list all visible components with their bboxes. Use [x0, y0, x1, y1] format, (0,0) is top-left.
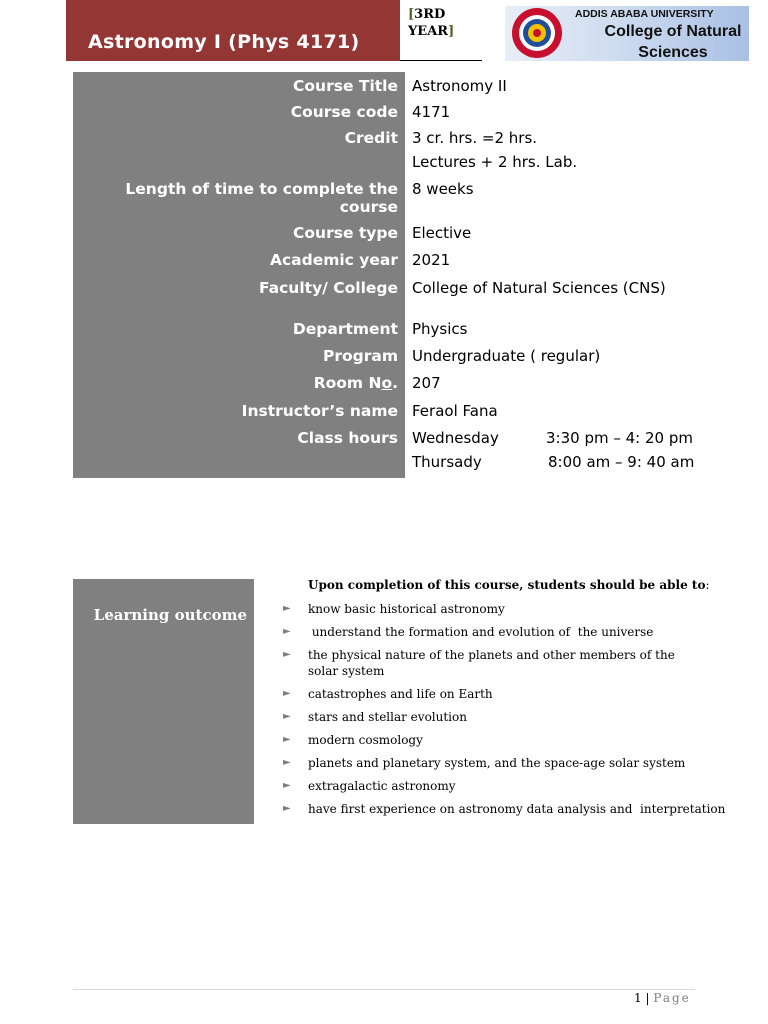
- learning-outcome-item: [283, 732, 723, 748]
- label-course-title: Course Title: [293, 77, 398, 95]
- learning-outcome-text: know basic historical astronomy: [308, 602, 505, 616]
- learning-outcome-intro: [308, 578, 710, 592]
- class-hours-day2: Thursady: [412, 453, 482, 471]
- label-room-number-b: o: [381, 374, 393, 392]
- label-course-type: Course type: [293, 224, 398, 242]
- learning-outcome-item: [283, 778, 723, 794]
- label-department: Department: [292, 320, 398, 338]
- college-name: [593, 21, 753, 63]
- arrow-bullet-icon: ►: [283, 734, 291, 745]
- value-room-number: 207: [412, 374, 441, 392]
- learning-outcome-item: [283, 686, 723, 702]
- year-open-bracket: [: [408, 7, 415, 22]
- value-course-type: Elective: [412, 224, 472, 242]
- learning-outcome-intro-text: Upon completion of this course, students should be able to: [308, 578, 706, 592]
- label-course-code: Course code: [290, 103, 398, 121]
- value-program: Undergraduate ( regular): [412, 347, 601, 365]
- value-department: Physics: [412, 320, 468, 338]
- learning-outcome-text: extragalactic astronomy: [308, 779, 456, 793]
- learning-outcome-text: planets and planetary system, and the space-age solar system: [308, 756, 686, 770]
- learning-outcome-text: the physical nature of the planets and other members of the solar system: [308, 648, 675, 678]
- value-instructor-name: Feraol Fana: [412, 402, 498, 420]
- document-title: Astronomy I (Phys 4171): [88, 31, 360, 53]
- label-length-of-time-line2: course: [339, 198, 398, 216]
- label-academic-year: Academic year: [269, 251, 398, 269]
- learning-outcome-item: [283, 709, 723, 725]
- learning-outcome-text: have first experience on astronomy data analysis and interpretation: [308, 802, 726, 816]
- label-room-number-a: Room N: [313, 374, 382, 392]
- value-academic-year: 2021: [412, 251, 451, 269]
- learning-outcome-text: stars and stellar evolution: [308, 710, 467, 724]
- learning-outcome-item: [283, 624, 723, 640]
- label-credit: Credit: [344, 129, 398, 147]
- class-hours-time2: 8:00 am – 9: 40 am: [548, 453, 695, 471]
- learning-outcome-item: [283, 601, 723, 617]
- learning-outcome-text: modern cosmology: [308, 733, 423, 747]
- learning-outcome-text: understand the formation and evolution of the universe: [308, 625, 654, 639]
- page-separator: |: [641, 991, 654, 1005]
- arrow-bullet-icon: ►: [283, 688, 291, 699]
- arrow-bullet-icon: ►: [283, 711, 291, 722]
- label-room-number-c: .: [392, 374, 398, 392]
- university-name: ADDIS ABABA UNIVERSITY: [575, 8, 714, 20]
- arrow-bullet-icon: ►: [283, 757, 291, 768]
- class-hours-time1: 3:30 pm – 4: 20 pm: [546, 429, 693, 447]
- value-length-of-time: 8 weeks: [412, 180, 474, 198]
- learning-outcome-intro-colon: :: [705, 578, 710, 592]
- college-name-line1: College of Natural: [604, 23, 742, 40]
- learning-outcome-item: [283, 647, 723, 679]
- page-number: 1: [634, 991, 642, 1005]
- label-class-hours: Class hours: [297, 429, 398, 447]
- year-close-bracket: ]: [448, 24, 455, 39]
- learning-outcome-text: catastrophes and life on Earth: [308, 687, 493, 701]
- label-program: Program: [322, 347, 398, 365]
- label-instructor-name: Instructor’s name: [241, 402, 398, 420]
- university-logo-banner: [505, 6, 749, 61]
- footer-divider: [73, 989, 695, 990]
- learning-outcome-title: Learning outcome: [93, 606, 247, 624]
- value-course-title: Astronomy II: [412, 77, 507, 95]
- label-length-of-time: Length of time to complete the: [125, 180, 398, 198]
- class-hours-day1: Wednesday: [412, 429, 499, 447]
- label-faculty-college: Faculty/ College: [258, 279, 398, 297]
- college-name-line2: Sciences: [638, 44, 708, 61]
- label-room-number: [314, 374, 398, 392]
- value-course-code: 4171: [412, 103, 451, 121]
- arrow-bullet-icon: ►: [283, 649, 291, 660]
- page-footer: [634, 991, 691, 1005]
- arrow-bullet-icon: ►: [283, 803, 291, 814]
- year-text: 3RD YEAR: [408, 7, 449, 39]
- page-word: Page: [653, 991, 691, 1005]
- value-faculty-college: College of Natural Sciences (CNS): [412, 279, 666, 297]
- university-seal-icon: [511, 7, 563, 59]
- arrow-bullet-icon: ►: [283, 603, 291, 614]
- value-credit: 3 cr. hrs. =2 hrs.: [412, 129, 538, 147]
- value-credit-line2: Lectures + 2 hrs. Lab.: [412, 153, 578, 171]
- year-box: [400, 0, 482, 61]
- learning-outcome-item: [283, 801, 726, 817]
- arrow-bullet-icon: ►: [283, 780, 291, 791]
- learning-outcome-item: [283, 755, 723, 771]
- arrow-bullet-icon: ►: [283, 626, 291, 637]
- title-banner: [66, 0, 400, 61]
